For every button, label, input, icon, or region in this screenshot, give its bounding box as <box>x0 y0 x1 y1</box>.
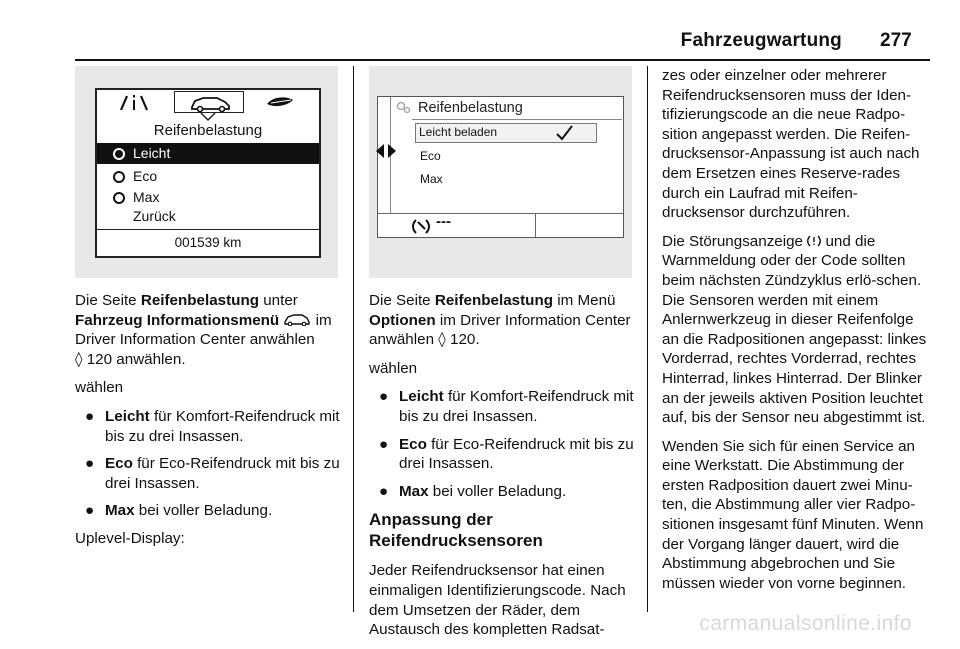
tire-settings-icon <box>394 98 412 116</box>
page-header-title: Fahrzeugwartung <box>680 30 842 51</box>
option-label: Leicht beladen <box>419 125 498 139</box>
menu-option-leicht-beladen-selected[interactable] <box>415 123 597 143</box>
text-column-2 <box>369 291 637 649</box>
menu-option-max[interactable] <box>97 188 319 208</box>
midlevel-display-figure <box>75 66 338 278</box>
paragraph: Die Störungsanzeige und die Warnmeldung oder der Code sollten beim nächsten Zündzyklus erlö-schen. Die Sensoren werden mit einem Anlernwerkzeug in dieser Reifenfolge an die Radpositionen angepasst: linkes Vorderrad, rechtes Vorderrad, rechtes Hinterrad, linkes Hinterrad. Der Blinker an der jeweils aktiven Position leuchtet auf, bis der Sensor neu abgestimmt ist. <box>662 232 927 427</box>
header-rule <box>75 59 930 61</box>
paragraph: Jeder Reifendrucksensor hat einen einmaligen Identifizierungscode. Nach dem Umsetzen der Räder, dem Austausch des kompletten Radsat- <box>369 562 626 639</box>
paragraph: wählen <box>75 379 124 397</box>
page-number: 277 <box>880 30 912 51</box>
radio-icon <box>111 190 127 206</box>
paragraph: Die Seite Reifenbelastung unter Fahrzeug Informationsmenü im Driver Information Center anwählen ◊ 120 anwählen. <box>75 292 332 368</box>
midlevel-display-screen <box>95 88 321 258</box>
menu-title: Reifenbelastung <box>153 122 263 139</box>
tire-pressure-warning-icon <box>411 216 431 236</box>
menu-option-eco[interactable]: Eco <box>420 149 441 163</box>
nav-arrows-icon[interactable] <box>372 139 402 163</box>
radio-icon <box>111 169 127 185</box>
status-bar-divider <box>378 213 623 214</box>
menu-option-back[interactable]: Zurück <box>133 208 176 224</box>
eco-leaf-icon <box>97 90 319 114</box>
page-ref-icon: ◊ <box>438 330 446 349</box>
list-item: ● Eco für Eco-Reifendruck mit bis zu drei Insassen. <box>85 455 340 492</box>
paragraph: Uplevel-Display: <box>75 529 185 547</box>
menu-option-max[interactable]: Max <box>420 172 443 186</box>
status-bar-separator <box>535 213 536 237</box>
list-item: ● Max bei voller Beladung. <box>379 482 567 500</box>
option-label: Eco <box>133 168 158 184</box>
checkmark-icon <box>554 124 574 142</box>
paragraph: Wenden Sie sich für einen Service an eine Werkstatt. Die Abstimmung der ersten Radposition dauert zwei Minu-ten, die Abstimmung aller vier Radpo-sitionen insgesamt fünf Minuten. Wenn der Vorgang länger dauert, wird die Abstimmung abgebrochen und Sie müssen wieder von vorne beginnen. <box>662 437 924 592</box>
column-divider-right <box>647 66 648 612</box>
tire-pressure-warning-icon <box>807 234 821 248</box>
car-menu-icon <box>283 314 311 326</box>
page-ref-icon: ◊ <box>75 349 83 368</box>
uplevel-display-figure <box>369 66 632 278</box>
text-column-3 <box>662 66 930 602</box>
text-column-1 <box>75 291 343 558</box>
list-item: ● Eco für Eco-Reifendruck mit bis zu drei Insassen. <box>379 435 634 473</box>
display-icon-row <box>97 90 319 114</box>
option-label: Max <box>133 189 160 205</box>
menu-title: Reifenbelastung <box>418 100 523 116</box>
column-divider-left <box>353 66 354 612</box>
paragraph: Die Seite Reifenbelastung im Menü Optionen im Driver Information Center anwählen ◊ 120. <box>369 292 631 349</box>
title-underline <box>412 119 622 120</box>
paragraph: zes oder einzelner oder mehrerer Reifendrucksensoren muss der Iden-tifizierungscode an die neue Radpo-sition angepasst werden. Die Reifen-drucksensor-Anpassung ist auch nach dem Ersetzen eines Reserve-rades durch ein Laufrad mit Reifen-drucksensor durchzuführen. <box>662 67 920 222</box>
list-item: ● Max bei voller Beladung. <box>85 502 273 520</box>
watermark: carmanualsonline.info <box>699 612 912 635</box>
paragraph: wählen <box>369 359 418 377</box>
odometer-readout: 001539 km <box>174 235 242 250</box>
list-item: ● Leicht für Komfort-Reifendruck mit bis zu drei Insassen. <box>379 388 634 425</box>
section-heading: Anpassung der Reifendrucksensoren <box>369 510 543 551</box>
display-divider <box>97 229 319 230</box>
status-text: --- <box>436 213 451 230</box>
menu-option-eco[interactable] <box>97 167 319 187</box>
menu-option-leicht-selected[interactable] <box>97 143 319 164</box>
list-item: ● Leicht für Komfort-Reifendruck mit bis zu drei Insassen. <box>85 407 340 445</box>
radio-icon <box>111 146 127 162</box>
uplevel-display-screen <box>377 96 624 238</box>
option-label: Leicht <box>133 145 171 161</box>
